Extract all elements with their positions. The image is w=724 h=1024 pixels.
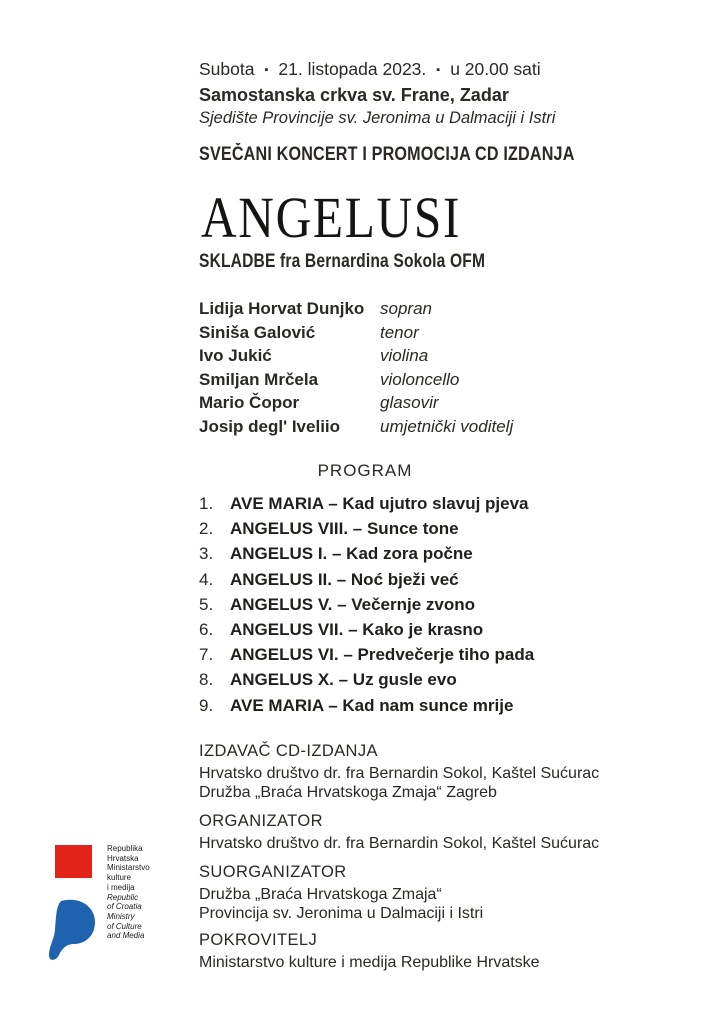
credit-heading: ORGANIZATOR	[199, 812, 323, 830]
ministry-logo-text-line: Republika	[107, 844, 143, 853]
program-item	[199, 567, 534, 592]
ministry-of-culture-logo	[47, 845, 99, 970]
performer-role: sopran	[380, 299, 432, 318]
program-item-title: ANGELUS X. – Uz gusle evo	[230, 670, 457, 690]
credit-line: Hrvatsko društvo dr. fra Bernardin Sokol, Kaštel Sućurac	[199, 835, 600, 852]
page-title	[201, 185, 507, 250]
square-bullet-icon: ▪	[436, 64, 441, 76]
ministry-logo-text-line: Hrvatska	[107, 853, 139, 863]
program-item-number: 7.	[199, 645, 214, 665]
program-item	[199, 592, 534, 617]
program-item-title: ANGELUS VII. – Kako je krasno	[230, 619, 484, 639]
performer-role: violina	[380, 346, 429, 366]
square-bullet-icon: ▪	[264, 64, 269, 76]
program-item-number: 3.	[199, 544, 214, 564]
program-item	[199, 491, 534, 516]
performer-name: Josip degl' Iveliio	[199, 416, 341, 436]
performer-name: Siniša Galović	[199, 322, 316, 342]
performers-list	[199, 297, 513, 439]
ministry-logo-text-line: Republic	[107, 892, 139, 902]
credit-heading: SUORGANIZATOR	[199, 863, 347, 881]
ministry-logo-red-square	[55, 845, 92, 878]
program-item-title: ANGELUS V. – Večernje zvono	[230, 594, 476, 614]
program-list	[199, 491, 534, 718]
program-item-title: AVE MARIA – Kad nam sunce mrije	[230, 695, 514, 715]
ministry-logo-text-line: of Croatia	[107, 902, 142, 912]
credit-section-izdavac	[199, 741, 599, 802]
credit-line: Hrvatsko društvo dr. fra Bernardin Sokol, Kaštel Sućurac	[199, 765, 600, 782]
credit-section-suorganizator	[199, 862, 483, 923]
event-kind-heading	[199, 142, 641, 168]
ministry-logo-text-line: kulture	[107, 873, 132, 883]
performer-name: Mario Čopor	[199, 393, 300, 413]
credit-line: Družba „Braća Hrvatskoga Zmaja“ Zagreb	[199, 784, 497, 801]
event-venue-note: Sjedište Provincije sv. Jeronima u Dalmaciji i Istri	[199, 109, 556, 127]
program-item-number: 4.	[199, 569, 214, 589]
credit-line: Provincija sv. Jeronima u Dalmaciji i Istri	[199, 905, 484, 922]
ministry-logo-text-line: i medija	[107, 882, 135, 892]
event-kind-text: SVEČANI KONCERT I PROMOCIJA CD IZDANJA	[199, 144, 575, 165]
program-item-title: ANGELUS II. – Noć bježi već	[230, 569, 459, 589]
program-item-title: AVE MARIA – Kad ujutro slavuj pjeva	[230, 494, 529, 513]
performer-row	[199, 368, 513, 392]
ministry-logo-text-line: Ministarstvo	[107, 863, 150, 873]
program-item-number: 6.	[199, 619, 214, 639]
ministry-logo-blue-comma	[49, 900, 95, 960]
program-heading: PROGRAM	[317, 461, 413, 480]
ministry-logo-text-line: of Culture	[107, 921, 142, 931]
credit-line: Družba „Braća Hrvatskoga Zmaja“	[199, 886, 442, 903]
page-title-text: ANGELUSI	[201, 185, 462, 250]
credit-heading: IZDAVAČ CD-IZDANJA	[199, 742, 378, 760]
ministry-logo-text-line: Ministry	[107, 911, 135, 921]
program-item-number: 9.	[199, 695, 214, 715]
program-item	[199, 617, 534, 642]
program-item	[199, 516, 534, 541]
performer-row	[199, 321, 513, 345]
credit-section-pokrovitelj	[199, 930, 540, 972]
program-item	[199, 541, 534, 566]
event-venue: Samostanska crkva sv. Frane, Zadar	[199, 85, 509, 105]
program-item-title: ANGELUS I. – Kad zora počne	[230, 544, 473, 564]
performer-name: Lidija Horvat Dunjko	[199, 299, 365, 318]
ministry-logo-text-line: and Media	[107, 931, 145, 941]
performer-row	[199, 415, 513, 439]
ministry-logo-graphic	[47, 845, 99, 965]
page-subtitle	[199, 249, 557, 274]
program-item-number: 5.	[199, 594, 214, 614]
ministry-logo-text	[107, 844, 150, 941]
performer-row	[199, 344, 513, 368]
performer-name: Smiljan Mrčela	[199, 369, 319, 389]
performer-name: Ivo Jukić	[199, 346, 272, 366]
event-day: Subota	[199, 59, 255, 79]
program-item-number: 8.	[199, 670, 214, 690]
program-item-title: ANGELUS VI. – Predvečerje tiho pada	[230, 645, 535, 665]
performer-role: umjetnički voditelj	[380, 416, 514, 436]
performer-role: glasovir	[380, 393, 439, 413]
event-time: u 20.00 sati	[450, 59, 541, 79]
program-item-title: ANGELUS VIII. – Sunce tone	[230, 519, 459, 539]
credit-section-organizator	[199, 811, 599, 853]
credit-heading: POKROVITELJ	[199, 931, 318, 949]
page-subtitle-text: SKLADBE fra Bernardina Sokola OFM	[199, 250, 486, 272]
performer-row	[199, 297, 513, 321]
performer-role: violoncello	[380, 369, 460, 389]
performer-row	[199, 391, 513, 415]
program-item	[199, 642, 534, 667]
program-item	[199, 667, 534, 692]
program-item-number: 2.	[199, 519, 214, 539]
program-item	[199, 693, 534, 718]
event-dateline	[199, 57, 541, 82]
program-item-number: 1.	[199, 494, 214, 513]
event-date: 21. listopada 2023.	[278, 59, 427, 79]
credit-line: Ministarstvo kulture i medija Republike Hrvatske	[199, 954, 540, 971]
performer-role: tenor	[380, 322, 419, 342]
